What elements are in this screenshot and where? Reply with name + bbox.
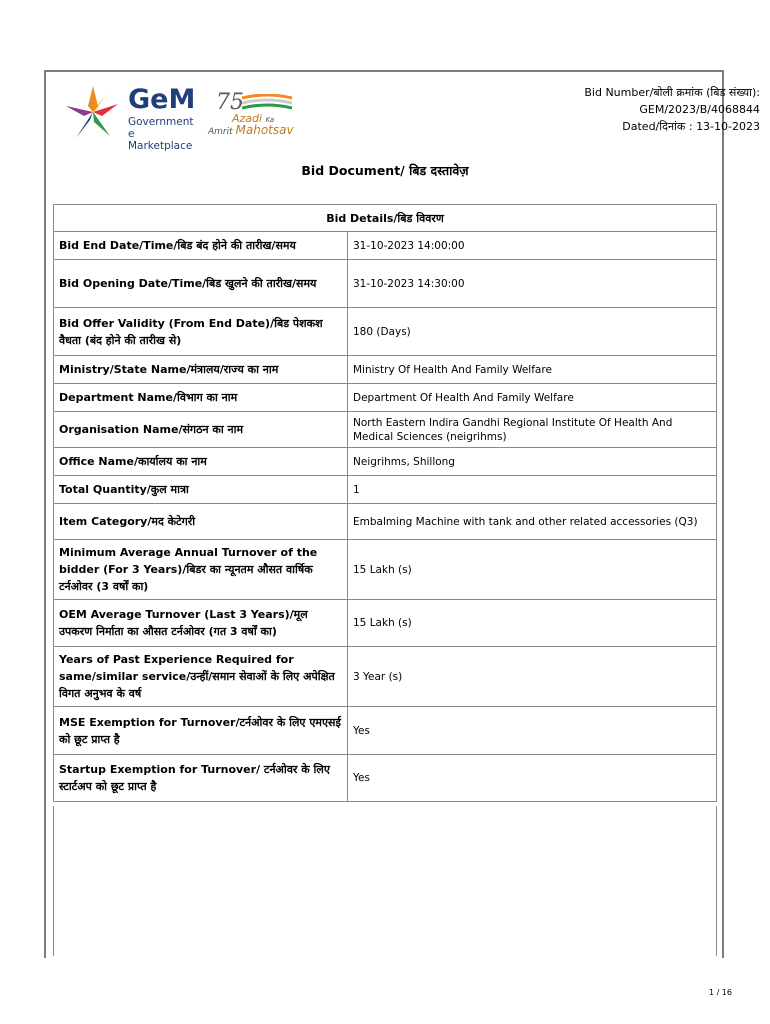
- dated-value: 13-10-2023: [696, 120, 760, 133]
- azadi-75: 75: [216, 90, 244, 115]
- row-value: North Eastern Indira Gandhi Regional Institute Of Health And Medical Sciences (neigrihms): [348, 412, 717, 448]
- table-header: Bid Details/बिड विवरण: [54, 205, 717, 232]
- azadi-ka-amrit-mahotsav-logo: [208, 90, 298, 150]
- row-label: Bid Opening Date/Time/बिड खुलने की तारीख/समय: [54, 260, 348, 308]
- row-value: 15 Lakh (s): [348, 600, 717, 647]
- document-title: Bid Document/ बिड दस्तावेज़: [301, 163, 469, 178]
- table-row: [54, 412, 717, 448]
- row-value: Ministry Of Health And Family Welfare: [348, 356, 717, 384]
- gem-star-icon: [62, 82, 124, 144]
- row-label: Bid Offer Validity (From End Date)/बिड पेशकश वैधता (बंद होने की तारीख से): [54, 308, 348, 356]
- row-label: Item Category/मद केटेगरी: [54, 504, 348, 540]
- table-row: [54, 755, 717, 802]
- row-value: 1: [348, 476, 717, 504]
- empty-table-area: [53, 806, 717, 956]
- row-label: Startup Exemption for Turnover/ टर्नओवर के लिए स्टार्टअप को छूट प्राप्त है: [54, 755, 348, 802]
- row-value: Embalming Machine with tank and other related accessories (Q3): [348, 504, 717, 540]
- row-value: 15 Lakh (s): [348, 540, 717, 600]
- row-label: Office Name/कार्यालय का नाम: [54, 448, 348, 476]
- table-row: [54, 384, 717, 412]
- row-label: OEM Average Turnover (Last 3 Years)/मूल उपकरण निर्माता का औसत टर्नओवर (गत 3 वर्षों का): [54, 600, 348, 647]
- row-value: 3 Year (s): [348, 647, 717, 707]
- table-row: [54, 308, 717, 356]
- row-value: Yes: [348, 707, 717, 755]
- gem-wordmark: GeM: [128, 84, 196, 115]
- azadi-mahotsav: Mahotsav: [235, 123, 294, 137]
- azadi-amrit: Amrit: [208, 127, 233, 137]
- table-row: [54, 232, 717, 260]
- table-row: [54, 448, 717, 476]
- table-row: [54, 504, 717, 540]
- amrit-mahotsav-text: [208, 123, 294, 137]
- table-row: [54, 540, 717, 600]
- dated-label: Dated/दिनांक :: [622, 120, 693, 133]
- bid-details-table: [53, 204, 717, 802]
- azadi-word: Azadi: [232, 112, 263, 125]
- row-label: Department Name/विभाग का नाम: [54, 384, 348, 412]
- azadi-ka: Ka: [265, 116, 275, 124]
- table-row: [54, 707, 717, 755]
- tricolor-flag-icon: [242, 94, 292, 110]
- row-label: Ministry/State Name/मंत्रालय/राज्य का नाम: [54, 356, 348, 384]
- row-value: 31-10-2023 14:00:00: [348, 232, 717, 260]
- gem-subtitle-marketplace: e Marketplace: [128, 128, 193, 152]
- table-row: [54, 356, 717, 384]
- row-label: Years of Past Experience Required for same/similar service/उन्हीं/समान सेवाओं के लिए अपेक्षित विगत अनुभव के वर्ष: [54, 647, 348, 707]
- page-number: 1 / 16: [708, 988, 732, 997]
- row-label: Minimum Average Annual Turnover of the bidder (For 3 Years)/बिडर का न्यूनतम औसत वार्षिक टर्नओवर (3 वर्षों का): [54, 540, 348, 600]
- row-value: Yes: [348, 755, 717, 802]
- bid-number-label: Bid Number/बोली क्रमांक (बिड संख्या):: [584, 86, 760, 99]
- row-value: 180 (Days): [348, 308, 717, 356]
- table-header-row: [54, 205, 717, 232]
- table-row: [54, 476, 717, 504]
- table-row: [54, 600, 717, 647]
- row-label: Total Quantity/कुल मात्रा: [54, 476, 348, 504]
- gem-subtitle-government: Government: [128, 116, 194, 128]
- row-label: Organisation Name/संगठन का नाम: [54, 412, 348, 448]
- row-value: Department Of Health And Family Welfare: [348, 384, 717, 412]
- gem-logo: [62, 80, 202, 152]
- table-row: [54, 260, 717, 308]
- bid-number: GEM/2023/B/4068844: [639, 103, 760, 116]
- row-label: Bid End Date/Time/बिड बंद होने की तारीख/समय: [54, 232, 348, 260]
- row-value: 31-10-2023 14:30:00: [348, 260, 717, 308]
- dated-line: [584, 118, 760, 135]
- row-label: MSE Exemption for Turnover/टर्नओवर के लिए एमएसई को छूट प्राप्त है: [54, 707, 348, 755]
- bid-meta: [584, 84, 760, 135]
- row-value: Neigrihms, Shillong: [348, 448, 717, 476]
- table-row: [54, 647, 717, 707]
